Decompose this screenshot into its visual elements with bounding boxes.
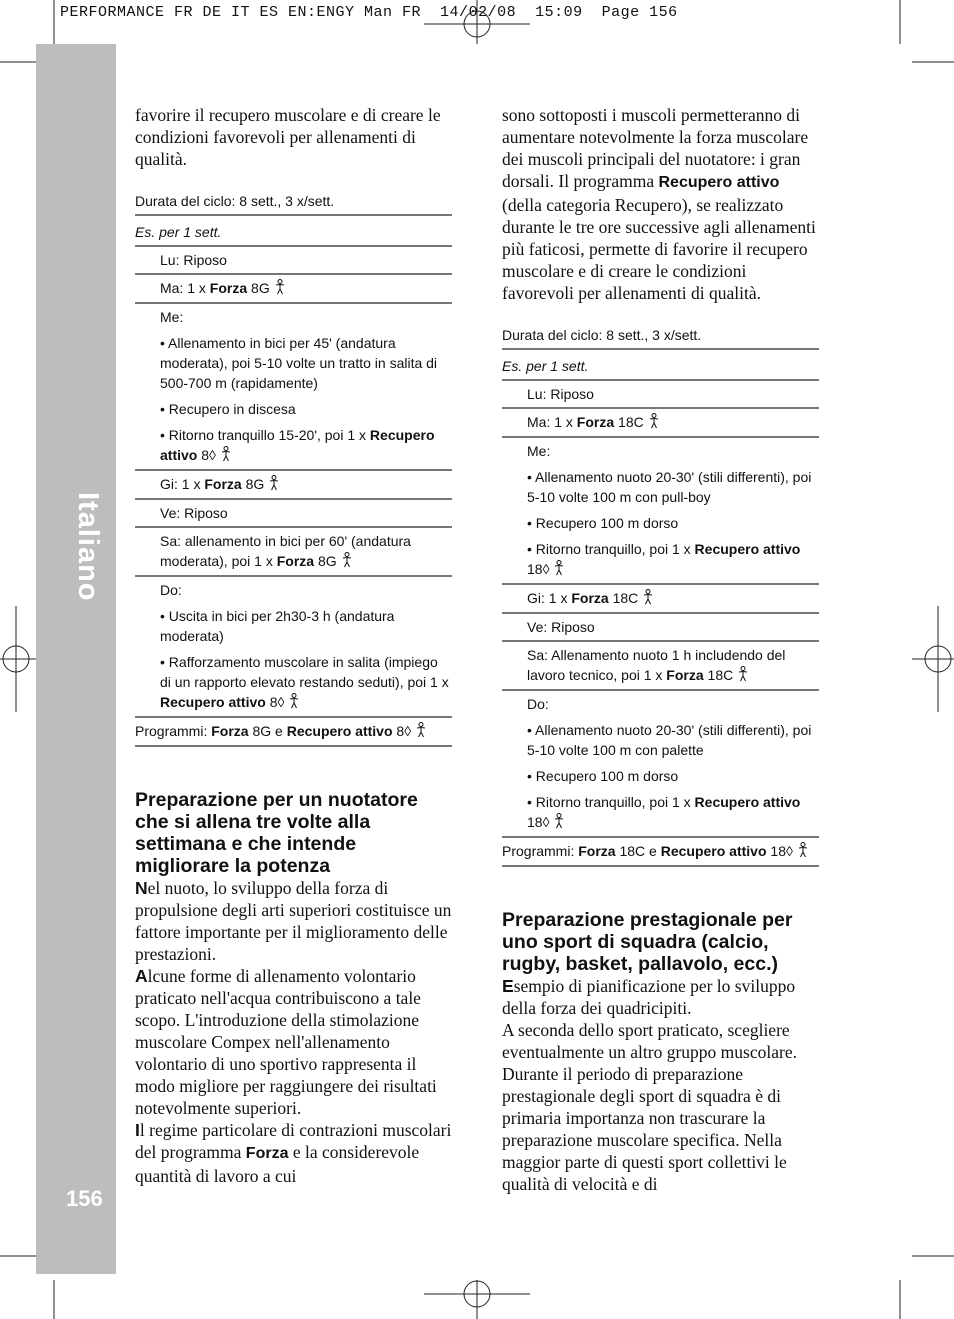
cycle-duration: Durata del ciclo: 8 sett., 3 x/sett. [502, 322, 819, 350]
schedule-sa: Sa: Allenamento nuoto 1 h includendo del lavoro tecnico, poi 1 x Forza 18C [502, 642, 819, 691]
person-figure-icon [553, 560, 565, 580]
intro-paragraph: favorire il recupero muscolare e di creare le condizioni favorevoli per allenamenti di qualità. [135, 105, 441, 169]
schedule-do-item: • Recupero 100 m dorso [527, 768, 679, 784]
schedule-do-item: • Rafforzamento muscolare in salita (impiego di un rapporto elevato restando seduti), poi 1 x Recupero attivo 8◊ [135, 649, 452, 718]
page-number: 156 [66, 1186, 103, 1211]
schedule-lu: Lu: Riposo [502, 381, 819, 409]
schedule-lu: Lu: Riposo [135, 247, 452, 275]
programs-line: Programmi: Forza 8G e Recupero attivo 8◊ [135, 718, 452, 747]
person-figure-icon [415, 722, 427, 742]
section-heading: Preparazione per un nuotatore che si allena tre volte alla settimana e che intende migliorare la potenza [135, 789, 418, 877]
language-sidebar [36, 44, 116, 1274]
schedule-do: Do: [527, 696, 549, 712]
schedule-ve: Ve: Riposo [135, 500, 452, 528]
language-label: Italiano [72, 492, 104, 602]
example-week: Es. per 1 sett. [135, 216, 452, 247]
person-figure-icon [648, 413, 660, 433]
schedule-me-item: • Recupero in discesa [160, 401, 296, 417]
schedule-do-item: • Uscita in bici per 2h30-3 h (andatura moderata) [160, 608, 395, 644]
person-figure-icon [642, 589, 654, 609]
section-heading: Preparazione prestagionale per uno sport di squadra (calcio, rugby, basket, pallavolo, ecc.) [502, 909, 793, 975]
schedule-gi: Gi: 1 x Forza 8G [135, 471, 452, 500]
schedule-gi: Gi: 1 x Forza 18C [502, 585, 819, 614]
person-figure-icon [288, 693, 300, 713]
schedule-me-item: • Allenamento in bici per 45' (andatura moderata), poi 5-10 volte un tratto in salita di 500-700 m (rapidamente) [160, 335, 438, 391]
schedule-me-item: • Ritorno tranquillo 15-20', poi 1 x Recupero attivo 8◊ [135, 422, 452, 471]
schedule-ve: Ve: Riposo [502, 614, 819, 642]
person-figure-icon [220, 446, 232, 466]
left-column [135, 104, 452, 1187]
programs-line: Programmi: Forza 18C e Recupero attivo 18◊ [502, 838, 819, 867]
body-paragraph: Alcune forme di allenamento volontario praticato nell'acqua contribuiscono a tale scopo. L'introduzione della stimolazione muscolare Compex nell'allenamento volontario di uno sportivo rappresenta il modo migliore per raggiungere dei risultati notevolmente superiori. [135, 966, 437, 1118]
schedule-me-item: • Recupero 100 m dorso [527, 515, 679, 531]
schedule-ma: Ma: 1 x Forza 18C [502, 409, 819, 438]
intro-paragraph: sono sottoposti i muscoli permetteranno di aumentare notevolmente la forza muscolare dei muscoli principali del nuotatore: i gran dorsali. Il programma Recupero attivo (della categoria Recupero), se realizzato durante le tre ore successive agli allenamenti più faticosi, permette di favorire il recupero muscolare e di creare le condizioni favorevoli per allenamenti di qualità. [502, 105, 816, 303]
body-paragraph: Esempio di pianificazione per lo sviluppo della forza dei quadricipiti. [502, 976, 796, 1018]
schedule-do: Do: [160, 582, 182, 598]
body-paragraph: Nel nuoto, lo sviluppo della forza di propulsione degli arti superiori costituisce un fattore importante per il miglioramento delle prestazioni. [135, 878, 452, 964]
print-slug: PERFORMANCE FR DE IT ES EN:ENGY Man FR 14/02/08 15:09 Page 156 [60, 4, 678, 21]
schedule-sa: Sa: allenamento in bici per 60' (andatura moderata), poi 1 x Forza 8G [135, 528, 452, 577]
cycle-duration: Durata del ciclo: 8 sett., 3 x/sett. [135, 188, 452, 216]
person-figure-icon [797, 842, 809, 862]
schedule-me-item: • Ritorno tranquillo, poi 1 x Recupero attivo 18◊ [502, 536, 819, 585]
body-paragraph: Il regime particolare di contrazioni muscolari del programma Forza e la considerevole quantità di lavoro a cui [135, 1120, 452, 1186]
schedule-me-item: • Allenamento nuoto 20-30' (stili differenti), poi 5-10 volte 100 m con pull-boy [527, 469, 812, 505]
right-column [502, 104, 819, 1195]
body-paragraph: A seconda dello sport praticato, scegliere eventualmente un altro gruppo muscolare. Durante il periodo di preparazione prestagionale degli sport di squadra è di primaria importanza non trascurare la preparazione muscolare specifica. Nella maggior parte di questi sport collettivi le qualità di velocità e di [502, 1020, 797, 1194]
person-figure-icon [341, 552, 353, 572]
person-figure-icon [553, 813, 565, 833]
schedule-me: Me: [160, 309, 184, 325]
schedule-ma: Ma: 1 x Forza 8G [135, 275, 452, 304]
example-week: Es. per 1 sett. [502, 350, 819, 381]
person-figure-icon [737, 666, 749, 686]
person-figure-icon [274, 279, 286, 299]
schedule-do-item: • Ritorno tranquillo, poi 1 x Recupero attivo 18◊ [502, 789, 819, 838]
schedule-me: Me: [527, 443, 551, 459]
schedule-do-item: • Allenamento nuoto 20-30' (stili differenti), poi 5-10 volte 100 m con palette [527, 722, 812, 758]
person-figure-icon [268, 475, 280, 495]
